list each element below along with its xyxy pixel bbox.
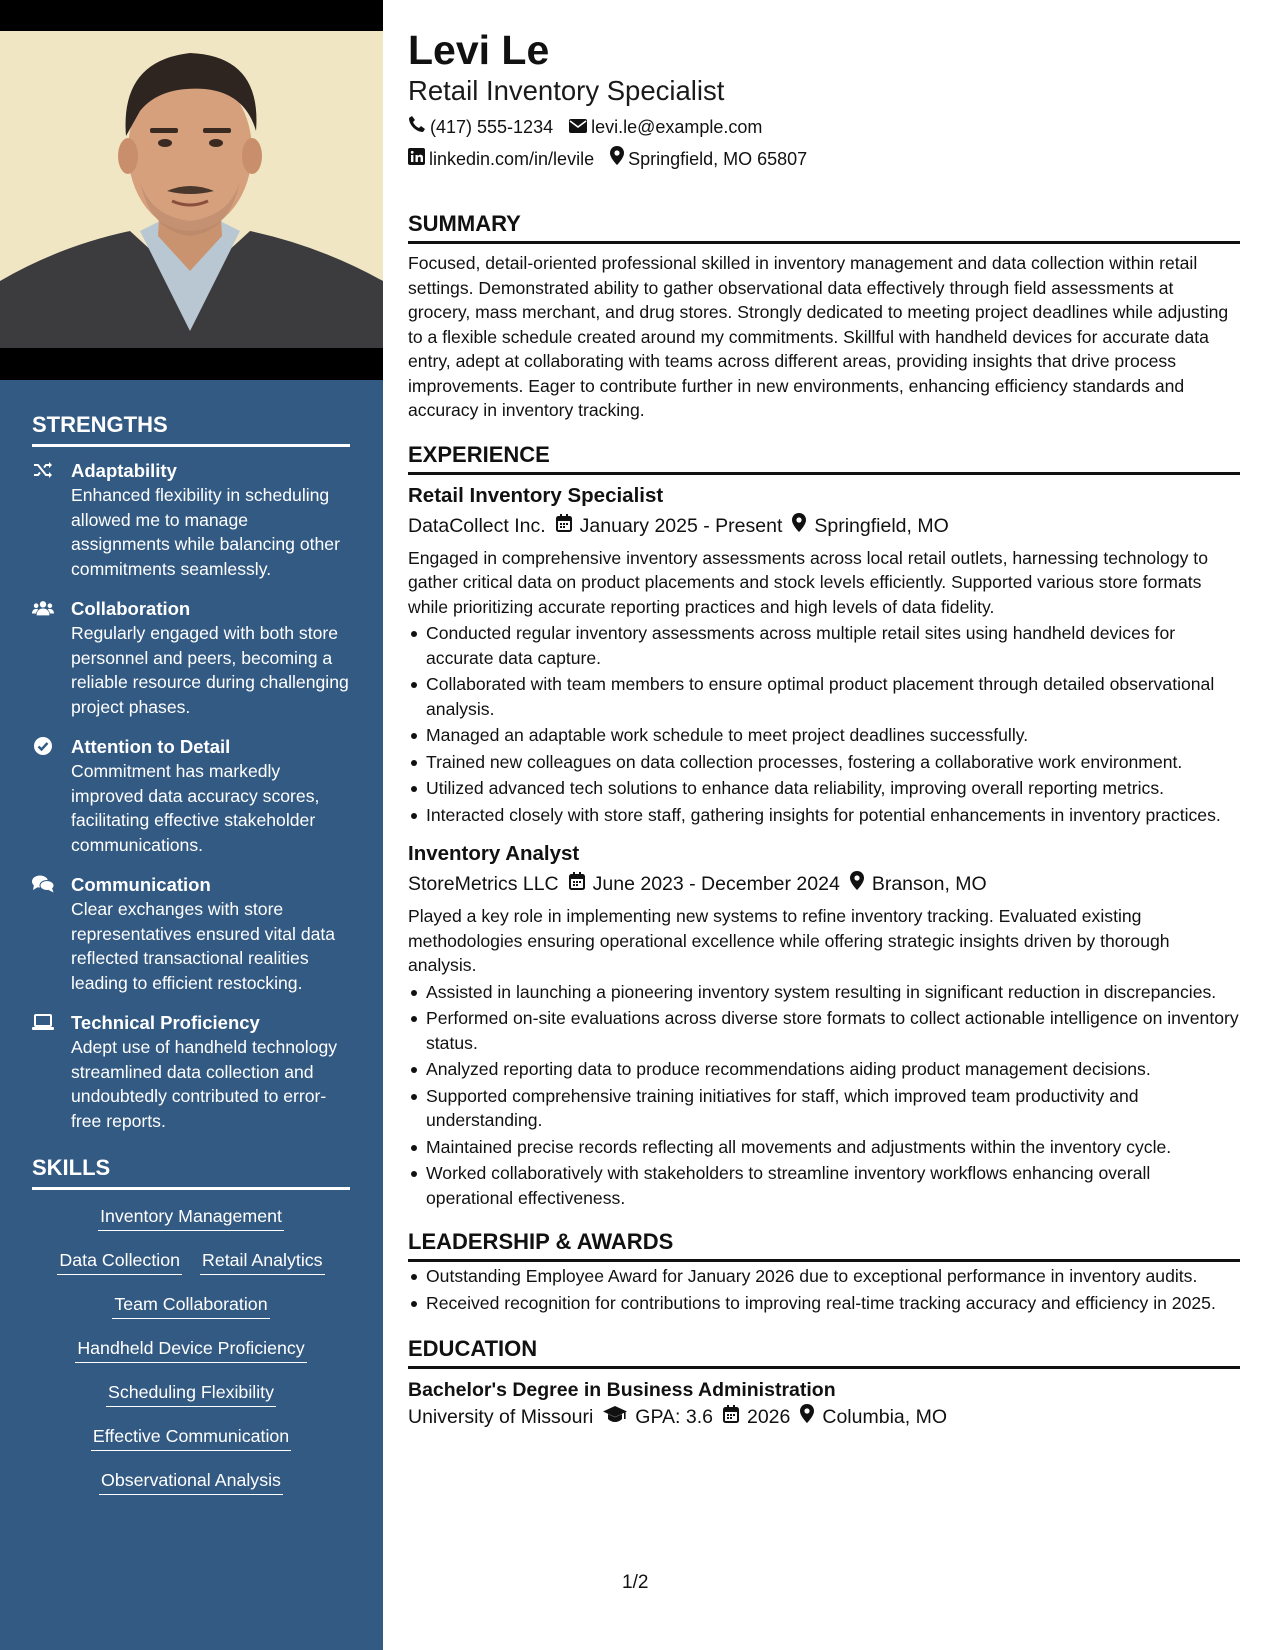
strength-item <box>32 597 350 719</box>
education-location-text: Columbia, MO <box>822 1406 947 1428</box>
strength-description: Regularly engaged with both store personnel and peers, becoming a reliable resource during challenging project phases. <box>71 623 349 717</box>
sidebar-content <box>32 412 350 1512</box>
job-meta <box>408 512 1240 540</box>
map-pin-icon <box>800 1403 814 1431</box>
job-dates <box>556 512 783 540</box>
job-bullet: Assisted in launching a pioneering inventory system resulting in significant reduction in discrepancies. <box>408 980 1240 1005</box>
job-location-text: Branson, MO <box>871 873 987 895</box>
email-text[interactable]: levi.le@example.com <box>591 117 763 137</box>
skill-tag: Handheld Device Proficiency <box>75 1336 306 1363</box>
job-description: Played a key role in implementing new systems to refine inventory tracking. Evaluated existing methodologies ensuring operational excellence while offering strategic insights driven by thorough analysis. <box>408 906 1170 975</box>
leadership-item: Outstanding Employee Award for January 2026 due to exceptional performance in inventory audits. <box>408 1264 1240 1289</box>
job-bullet: Utilized advanced tech solutions to enhance data reliability, improving overall reporting metrics. <box>408 776 1240 801</box>
degree-title: Bachelor's Degree in Business Administration <box>408 1379 836 1401</box>
linkedin-text[interactable]: linkedin.com/in/levile <box>429 149 595 169</box>
strength-description: Commitment has markedly improved data accuracy scores, facilitating effective stakeholder communications. <box>71 761 320 855</box>
skill-tag: Effective Communication <box>91 1424 291 1451</box>
job-location <box>850 870 987 898</box>
phone-icon <box>408 114 426 140</box>
job-bullets <box>408 980 1240 1211</box>
experience-heading: EXPERIENCE <box>408 441 1240 475</box>
skill-tag: Data Collection <box>57 1248 182 1275</box>
education-heading: EDUCATION <box>408 1335 1240 1369</box>
contact-email[interactable] <box>569 114 762 140</box>
job-bullet: Worked collaboratively with stakeholders to streamline inventory workflows enhancing overall operational effectiveness. <box>408 1161 1240 1210</box>
job-bullets <box>408 621 1240 827</box>
strength-title: Communication <box>71 874 211 895</box>
strengths-list <box>32 459 350 1133</box>
shuffle-icon <box>32 461 54 479</box>
map-pin-icon <box>792 512 806 540</box>
job-bullet: Maintained precise records reflecting all movements and adjustments within the inventory cycle. <box>408 1135 1240 1160</box>
job-bullet: Supported comprehensive training initiatives for staff, which improved team productivity and understanding. <box>408 1084 1240 1133</box>
candidate-name: Levi Le <box>408 27 550 73</box>
linkedin-icon <box>408 146 425 172</box>
users-icon <box>32 599 54 617</box>
year-text: 2026 <box>746 1406 791 1428</box>
company-name: StoreMetrics LLC <box>408 873 559 895</box>
profile-photo <box>0 31 383 348</box>
contact-phone <box>408 114 553 140</box>
strength-item <box>32 873 350 995</box>
summary-heading: SUMMARY <box>408 210 1240 244</box>
comments-icon <box>32 875 54 893</box>
skills-list <box>32 1204 350 1495</box>
education-meta <box>408 1403 1240 1431</box>
strength-description: Adept use of handheld technology streamlined data collection and undoubtedly contributed to error-free reports. <box>71 1037 338 1131</box>
skills-heading: SKILLS <box>32 1155 350 1190</box>
education-gpa <box>603 1403 713 1431</box>
job-bullet: Conducted regular inventory assessments across multiple retail sites using handheld devices for accurate data capture. <box>408 621 1240 670</box>
job-location <box>792 512 948 540</box>
job-dates-text: June 2023 - December 2024 <box>592 873 840 895</box>
skill-tag: Retail Analytics <box>200 1248 325 1275</box>
job-dates <box>569 870 840 898</box>
job-meta <box>408 870 1240 898</box>
calendar-icon <box>723 1403 739 1431</box>
check-circle-icon <box>32 737 54 755</box>
skill-tag: Inventory Management <box>98 1204 284 1231</box>
envelope-icon <box>569 114 587 140</box>
job-bullet: Interacted closely with store staff, gathering insights for potential enhancements in inventory practices. <box>408 803 1240 828</box>
gpa-text: GPA: 3.6 <box>635 1406 713 1428</box>
sidebar <box>0 0 383 1650</box>
strength-title: Collaboration <box>71 598 191 619</box>
job-entry <box>408 841 1240 1210</box>
strength-title: Technical Proficiency <box>71 1012 260 1033</box>
phone-text: (417) 555-1234 <box>430 117 554 137</box>
skill-tag: Team Collaboration <box>112 1292 269 1319</box>
contact-row <box>408 114 1240 140</box>
education-year <box>723 1403 790 1431</box>
page-number: 1/2 <box>622 1572 649 1593</box>
leadership-heading: LEADERSHIP & AWARDS <box>408 1228 1240 1262</box>
strength-title: Attention to Detail <box>71 736 231 757</box>
skill-tag: Observational Analysis <box>99 1468 283 1495</box>
company-name: DataCollect Inc. <box>408 514 546 537</box>
job-bullet: Trained new colleagues on data collection processes, fostering a collaborative work environment. <box>408 750 1240 775</box>
location-text: Springfield, MO 65807 <box>628 149 808 169</box>
calendar-icon <box>556 512 572 540</box>
laptop-icon <box>32 1013 54 1031</box>
leadership-item: Received recognition for contributions to improving real-time tracking accuracy and efficiency in 2025. <box>408 1291 1240 1316</box>
strength-item <box>32 459 350 581</box>
job-title: Inventory Analyst <box>408 842 580 865</box>
strength-title: Adaptability <box>71 460 177 481</box>
contact-row <box>408 146 1240 172</box>
calendar-icon <box>569 870 585 898</box>
job-location-text: Springfield, MO <box>814 514 949 537</box>
education-location <box>800 1403 947 1431</box>
graduation-cap-icon <box>603 1403 627 1431</box>
job-bullet: Performed on-site evaluations across diverse store formats to collect actionable intelligence on inventory status. <box>408 1006 1240 1055</box>
strength-description: Enhanced flexibility in scheduling allowed me to manage assignments while balancing other commitments seamlessly. <box>71 485 340 579</box>
contact-location <box>610 146 807 172</box>
leadership-list <box>408 1264 1240 1315</box>
map-pin-icon <box>610 146 624 172</box>
job-title: Retail Inventory Specialist <box>408 483 664 507</box>
summary-text: Focused, detail-oriented professional skilled in inventory management and data collection within retail settings. Demonstrated ability to gather observational data effectively through field assessments at grocery, mass merchant, and drug stores. Strongly dedicated to meeting project deadlines while adjusting to a flexible schedule created around my commitments. Skillful with handheld devices for accurate data entry, adept at collaborating with teams across different areas, providing insights that drive process improvements. Eager to contribute further in new environments, enhancing efficiency standards and accuracy in inventory tracking. <box>408 253 1229 420</box>
strengths-heading: STRENGTHS <box>32 412 350 447</box>
map-pin-icon <box>850 870 864 898</box>
job-bullet: Managed an adaptable work schedule to meet project deadlines successfully. <box>408 723 1240 748</box>
strength-item <box>32 735 350 857</box>
school-name: University of Missouri <box>408 1406 594 1428</box>
main-content <box>408 26 1240 1431</box>
job-entry <box>408 483 1240 828</box>
job-dates-text: January 2025 - Present <box>579 514 783 537</box>
photo-frame <box>0 0 383 380</box>
job-description: Engaged in comprehensive inventory assessments across local retail outlets, harnessing technology to gather critical data on product placements and stock levels efficiently. Supported various store formats while prioritizing accurate reporting practices and high levels of data fidelity. <box>408 547 1208 617</box>
skill-tag: Scheduling Flexibility <box>106 1380 276 1407</box>
strength-item <box>32 1011 350 1133</box>
candidate-title: Retail Inventory Specialist <box>408 75 725 106</box>
job-bullet: Collaborated with team members to ensure optimal product placement through detailed observational analysis. <box>408 672 1240 721</box>
strength-description: Clear exchanges with store representatives ensured vital data reflected transactional realities leading to efficient restocking. <box>71 899 336 993</box>
job-bullet: Analyzed reporting data to produce recommendations aiding product management decisions. <box>408 1057 1240 1082</box>
contact-linkedin[interactable] <box>408 146 594 172</box>
